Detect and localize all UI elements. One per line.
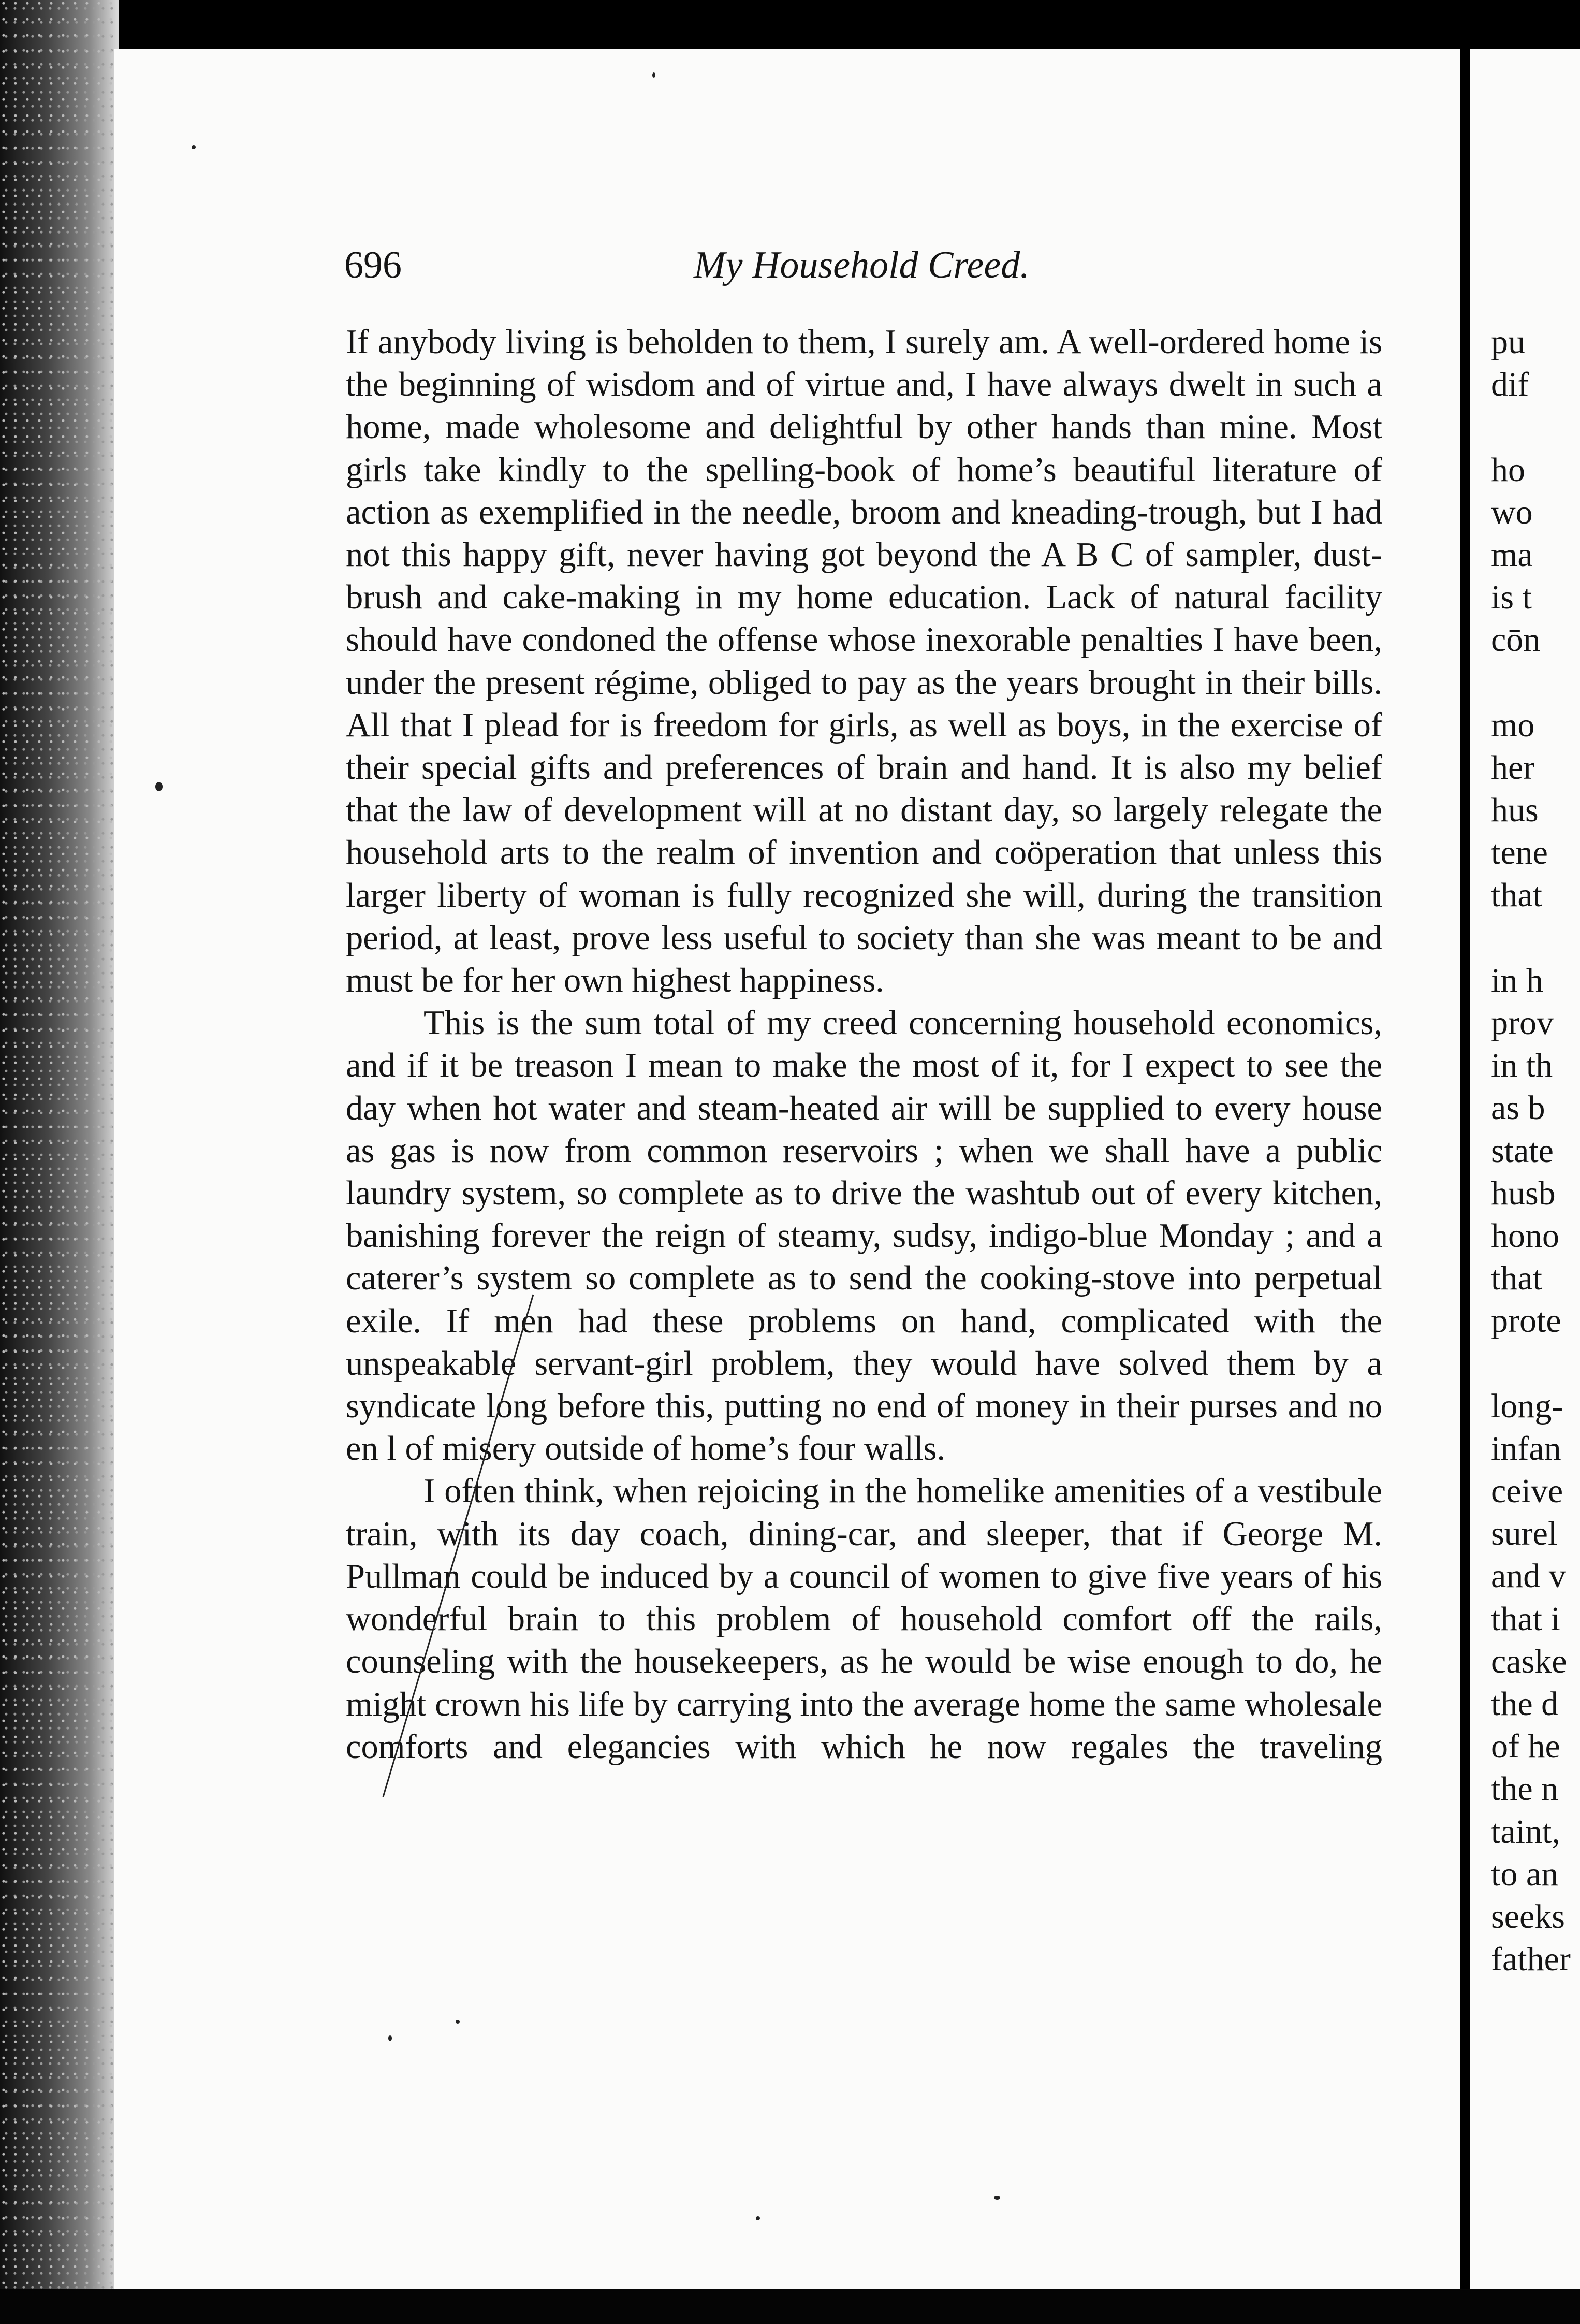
right-column-line: to an <box>1491 1855 1559 1893</box>
scan-speck <box>192 145 196 149</box>
right-column-line: dif <box>1491 366 1529 404</box>
right-column-line: her <box>1491 748 1535 787</box>
right-column-line: surel <box>1491 1515 1558 1553</box>
right-column-line: long- <box>1491 1387 1563 1425</box>
scan-speck <box>155 782 163 791</box>
right-column-line: and v <box>1491 1557 1566 1595</box>
right-column-line: tene <box>1491 834 1548 872</box>
right-column-line: of he <box>1491 1727 1560 1766</box>
scan-speck <box>652 72 655 78</box>
right-column-line: in h <box>1491 961 1543 999</box>
paragraph-1: If anybody living is beholden to them, I surely am. A well-ordered home is the beginning of wisdom and of virtue and, I have always dwelt in such a home, made wholesome and delightful by other hands than mine. Most girls take kindly to the spelling-book of home’s beautiful literature of action as exemplified in the needle, broom and kneading-trough, but I had not this happy gift, never having got beyond the A B C of sampler, dust-brush and cake-making in my home education. Lack of natural facility should have condoned the offense whose inexorable penalties I have been, under the present régime, obliged to pay as the years brought in their bills. All that I plead for is freedom for girls, as well as boys, in the exercise of their special gifts and preferences of brain and hand. It is also my belief that the law of development will at no distant day, so largely relegate the household arts to the realm of invention and coöperation that unless this larger liberty of woman is fully recognized she will, during the transition period, at least, prove less useful to society than she was meant to be and must be for her own highest happiness. <box>346 323 1382 1000</box>
right-column-line: prote <box>1491 1302 1561 1340</box>
right-column-line: that <box>1491 1259 1542 1298</box>
right-column-line: caske <box>1491 1642 1567 1680</box>
right-column-line: wo <box>1491 493 1533 531</box>
right-column-line: prov <box>1491 1004 1554 1042</box>
right-column-line: pu <box>1491 323 1525 361</box>
right-column-line: ma <box>1491 535 1533 574</box>
right-column-line: taint, <box>1491 1812 1560 1851</box>
right-column-line: seeks <box>1491 1897 1565 1936</box>
right-column-line: husb <box>1491 1174 1556 1212</box>
scan-speck <box>388 2035 392 2041</box>
right-column-line: is t <box>1491 578 1532 617</box>
right-column-line: the d <box>1491 1685 1559 1723</box>
right-column-line: ho <box>1491 451 1525 489</box>
scan-speck <box>756 2216 760 2220</box>
right-column-line: in th <box>1491 1047 1553 1085</box>
right-column-line: as b <box>1491 1089 1545 1127</box>
right-column-line: that i <box>1491 1600 1560 1638</box>
right-column-line: ceive <box>1491 1472 1563 1510</box>
paragraph-3: I often think, when rejoicing in the homelike amenities of a vestibule train, with its day coach, dining-car, and sleeper, that if George M. Pullman could be induced by a council of women to give five years of his wonderful brain to this problem of household comfort off the rails, counseling with the housekeepers, as he would be wise enough to do, he might crown his life by carrying into the average home the same wholesale comforts and elegancies with which he now regales the traveling <box>346 1472 1382 1766</box>
paragraph-2: This is the sum total of my creed concerning household economics, and if it be treason I mean to make the most of it, for I expect to see the day when hot water and steam-heated air will be supplied to every house as gas is now from common reservoirs ; when we shall have a public laundry system, so complete as to drive the washtub out of every kitchen, banishing forever the reign of steamy, sudsy, indigo-blue Monday ; and a caterer’s system so complete as to send the cooking-stove into perpetual exile. If men had these problems on hand, complicated with the unspeakable servant-girl problem, they would have solved them by a syndicate long before this, putting no end of money in their purses and no en l of misery outside of home’s four walls. <box>346 1004 1382 1468</box>
right-column-line: the n <box>1491 1770 1559 1808</box>
right-column-line: hus <box>1491 791 1539 830</box>
right-column-line: state <box>1491 1131 1554 1170</box>
right-column-line: mo <box>1491 706 1535 744</box>
right-column-line: cōn <box>1491 621 1541 659</box>
right-column-line: infan <box>1491 1429 1561 1468</box>
right-column-line: father <box>1491 1940 1571 1979</box>
scan-speck <box>994 2196 1000 2200</box>
right-column-line: hono <box>1491 1216 1559 1255</box>
page-number: 696 <box>344 244 402 286</box>
scan-speck <box>456 2020 460 2024</box>
running-title: My Household Creed. <box>694 244 1030 286</box>
right-column-line: that <box>1491 876 1542 914</box>
